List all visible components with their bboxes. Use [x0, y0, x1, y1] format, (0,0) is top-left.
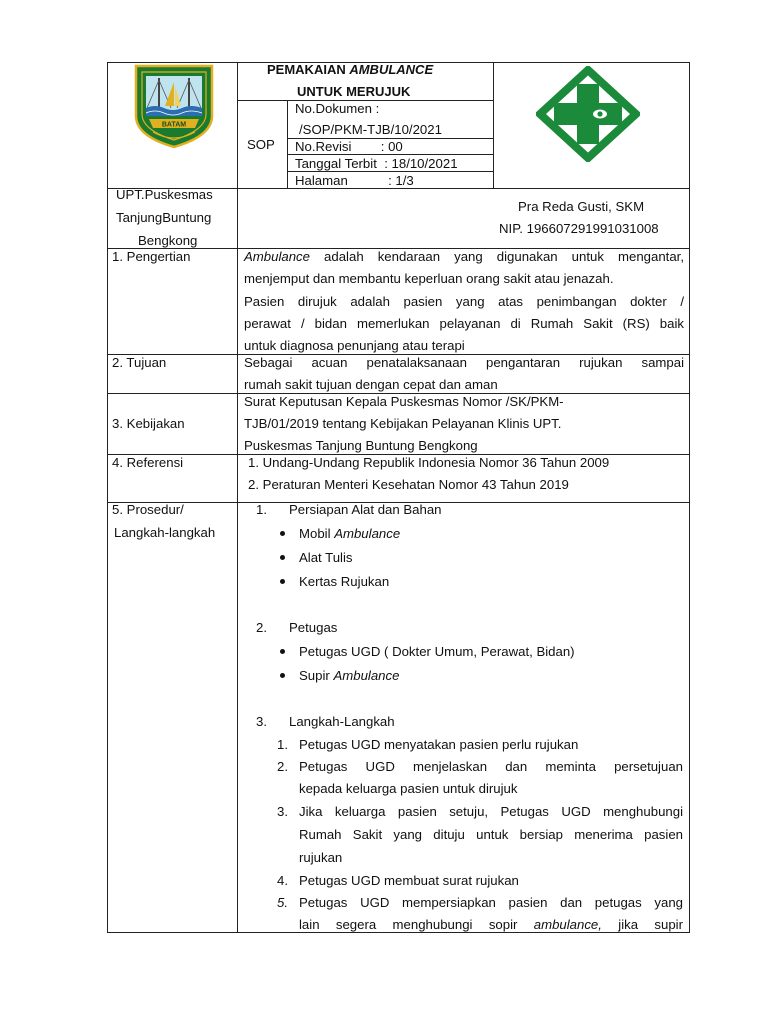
- halaman: Halaman : 1/3: [295, 173, 414, 188]
- signer-nip: NIP. 196607291991031008: [499, 221, 659, 236]
- step-3-line1: Jika keluarga pasien setuju, Petugas UGD menghubungi: [299, 804, 683, 819]
- bullet-item-kertas-rujukan: Kertas Rujukan: [299, 574, 390, 589]
- tanggal-terbit: Tanggal Terbit : 18/10/2021: [295, 156, 458, 171]
- section-label-pengertian: 1. Pengertian: [112, 249, 191, 264]
- no-revisi: No.Revisi : 00: [295, 139, 403, 154]
- section-label-tujuan: 2. Tujuan: [112, 355, 167, 370]
- procedure-section1-title: Persiapan Alat dan Bahan: [289, 502, 442, 517]
- bullet-dot-icon: [280, 579, 285, 584]
- step-3-number: 3.: [277, 804, 288, 819]
- pengertian-line1: Ambulance adalah kendaraan yang digunakan untuk mengantar,: [244, 249, 684, 264]
- column-divider-right-header: [493, 62, 494, 189]
- step-3-line3: rujukan: [299, 850, 343, 865]
- no-dokumen-value: /SOP/PKM-TJB/10/2021: [299, 122, 442, 137]
- org-name-line2: TanjungBuntung: [116, 210, 212, 225]
- step-1-text: Petugas UGD menyatakan pasien perlu rujukan: [299, 737, 579, 752]
- table-border-left: [107, 62, 108, 933]
- row-line-tanggal: [287, 171, 493, 172]
- procedure-section3-title: Langkah-Langkah: [289, 714, 395, 729]
- row-line-revisi: [287, 154, 493, 155]
- org-name-line3: Bengkong: [138, 233, 198, 248]
- kebijakan-line3: Puskesmas Tanjung Buntung Bengkong: [244, 438, 478, 453]
- kebijakan-line2: TJB/01/2019 tentang Kebijakan Pelayanan Klinis UPT.: [244, 416, 562, 431]
- tujuan-line2: rumah sakit tujuan dengan cepat dan aman: [244, 377, 498, 392]
- document-title-line1: PEMAKAIAN AMBULANCE: [267, 62, 434, 77]
- step-2-line2: kepada keluarga pasien untuk dirujuk: [299, 781, 518, 796]
- step-5-number: 5.: [277, 895, 288, 910]
- sop-label: SOP: [247, 137, 275, 152]
- logo-label: BATAM: [161, 121, 187, 129]
- kebijakan-line1: Surat Keputusan Kepala Puskesmas Nomor /SK/PKM-: [244, 394, 564, 409]
- puskesmas-logo: [536, 66, 640, 162]
- bullet-dot-icon: [280, 673, 285, 678]
- step-3-line2: Rumah Sakit yang dituju untuk bersiap menerima pasien: [299, 827, 683, 842]
- signer-name: Pra Reda Gusti, SKM: [518, 199, 645, 214]
- bullet-item-alat-tulis: Alat Tulis: [299, 550, 353, 565]
- step-1-number: 1.: [277, 737, 288, 752]
- step-4-text: Petugas UGD membuat surat rujukan: [299, 873, 519, 888]
- section-label-kebijakan: 3. Kebijakan: [112, 416, 185, 431]
- step-2-line1: Petugas UGD menjelaskan dan meminta persetujuan: [299, 759, 683, 774]
- procedure-section2-title: Petugas: [289, 620, 338, 635]
- column-divider-left: [237, 62, 238, 933]
- procedure-section1-number: 1.: [256, 502, 267, 517]
- referensi-item-2: 2. Peraturan Menteri Kesehatan Nomor 43 Tahun 2019: [248, 477, 569, 492]
- section-label-referensi: 4. Referensi: [112, 455, 184, 470]
- org-name-line1: UPT.Puskesmas: [116, 187, 213, 202]
- pengertian-line2: menjemput dan membantu keperluan orang sakit atau jenazah.: [244, 271, 614, 286]
- table-border-bottom: [107, 932, 690, 933]
- no-dokumen-label: No.Dokumen :: [295, 101, 380, 116]
- sop-divider: [287, 100, 288, 189]
- bullet-item-supir-ambulance: Supir Ambulance: [299, 668, 400, 683]
- section-label-langkah: Langkah-langkah: [114, 525, 216, 540]
- bullet-item-mobil-ambulance: Mobil Ambulance: [299, 526, 401, 541]
- bullet-dot-icon: [280, 531, 285, 536]
- pengertian-line3: Pasien dirujuk adalah pasien yang atas penimbangan dokter /: [244, 294, 684, 309]
- tujuan-line1: Sebagai acuan penatalaksanaan pengantaran rujukan sampai: [244, 355, 684, 370]
- procedure-section2-number: 2.: [256, 620, 267, 635]
- bullet-dot-icon: [280, 555, 285, 560]
- step-4-number: 4.: [277, 873, 288, 888]
- referensi-item-1: 1. Undang-Undang Republik Indonesia Nomor 36 Tahun 2009: [248, 455, 610, 470]
- procedure-section3-number: 3.: [256, 714, 267, 729]
- bullet-dot-icon: [280, 649, 285, 654]
- table-border-right: [689, 62, 690, 933]
- batam-city-emblem-logo: [133, 64, 215, 148]
- step-2-number: 2.: [277, 759, 288, 774]
- pengertian-line4: perawat / bidan memerlukan pelayanan di Rumah Sakit (RS) baik: [244, 316, 684, 331]
- step-5-line1: Petugas UGD mempersiapkan pasien dan petugas yang: [299, 895, 683, 910]
- document-title-line2: UNTUK MERUJUK: [297, 84, 411, 99]
- pengertian-line5: untuk diagnosa penunjang atau terapi: [244, 338, 465, 353]
- step-5-line2: lain segera menghubungi sopir ambulance, jika supir: [299, 917, 684, 932]
- section-label-prosedur: 5. Prosedur/: [112, 502, 184, 517]
- bullet-item-petugas-ugd: Petugas UGD ( Dokter Umum, Perawat, Bidan): [299, 644, 575, 659]
